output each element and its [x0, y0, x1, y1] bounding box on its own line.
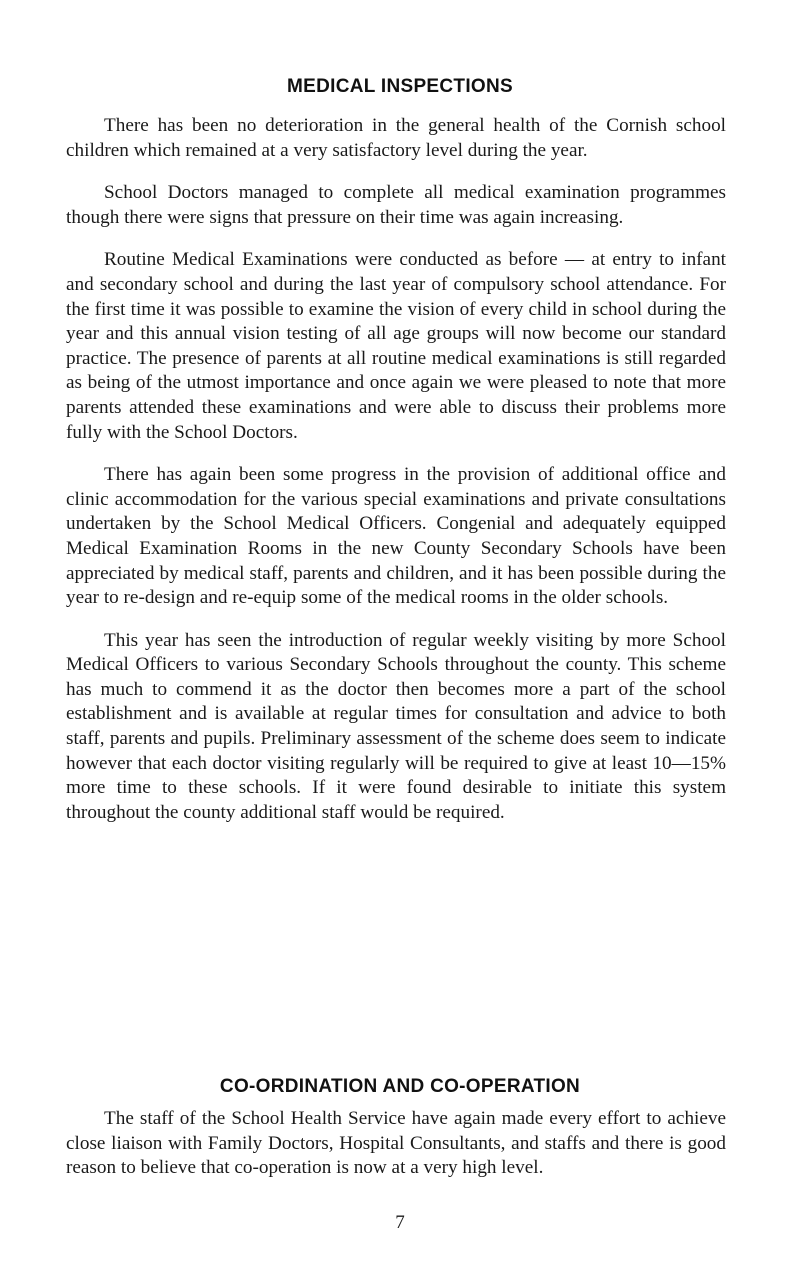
section-heading-coordination: CO-ORDINATION AND CO-OPERATION — [219, 1076, 581, 1097]
section-heading-medical-inspections: MEDICAL INSPECTIONS — [287, 76, 513, 97]
page-number: 7 — [395, 1212, 405, 1233]
paragraph: There has again been some progress in the provision of additional office and clinic accommodation for the various special examinations and private consultations undertaken by the School Medical Officers. Congenial and adequately equipped Medical Examination Rooms in the new County Secondary Schools have been appreciated by medical staff, parents and children, and it has been possible during the year to re-design and re-equip some of the medical rooms in the older schools. — [66, 464, 726, 609]
medical-inspections-body — [66, 114, 726, 843]
paragraph: There has been no deterioration in the general health of the Cornish school children which remained at a very satisfactory level during the year. — [66, 115, 726, 161]
paragraph: Routine Medical Examinations were conducted as before — at entry to infant and secondary school and during the last year of compulsory school attendance. For the first time it was possible to examine the vision of every child in school during the year and this annual vision testing of all age groups will now become our standard practice. The presence of parents at all routine medical examinations is still regarded as being of the utmost importance and once again we were pleased to note that more parents attended these examinations and were able to discuss their problems more fully with the School Doctors. — [66, 249, 726, 443]
paragraph: The staff of the School Health Service have again made every effort to achieve close liaison with Family Doctors, Hospital Consultants, and staffs and there is good reason to believe that co-operation is now at a very high level. — [66, 1108, 726, 1179]
paragraph: School Doctors managed to complete all medical examination programmes though there were signs that pressure on their time was again increasing. — [66, 182, 726, 228]
paragraph: This year has seen the introduction of regular weekly visiting by more School Medical Officers to various Secondary Schools throughout the county. This scheme has much to commend it as the doctor then becomes more a part of the school establishment and is available at regular times for consultation and advice to both staff, parents and pupils. Preliminary assessment of the scheme does seem to indicate however that each doctor visiting regularly will be required to give at least 10—15% more time to these schools. If it were found desirable to initiate this system throughout the county additional staff would be required. — [66, 629, 726, 823]
coordination-body — [66, 1107, 726, 1199]
